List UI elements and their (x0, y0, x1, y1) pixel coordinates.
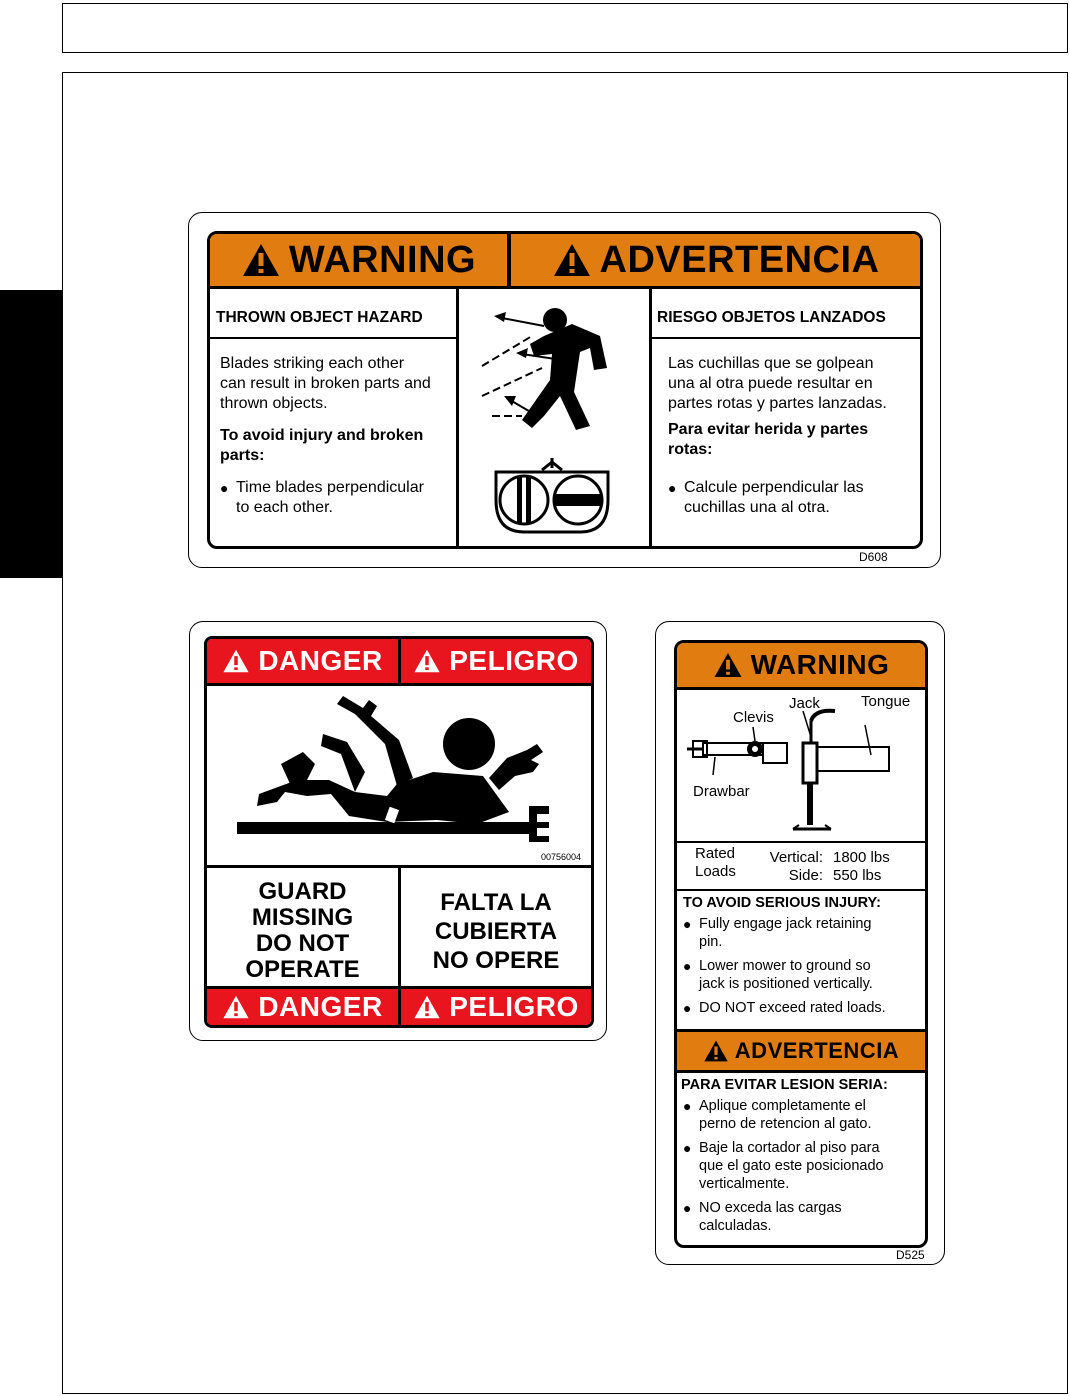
advertencia-label: ADVERTENCIA (599, 238, 880, 281)
bullet-icon: ● (220, 480, 229, 496)
text-line: GUARD (258, 878, 347, 905)
alert-triangle-icon (413, 994, 441, 1020)
advertencia-bottom-rule (677, 1070, 925, 1073)
text-line: Para evitar herida y partes (668, 421, 869, 438)
diagram-rule (677, 841, 925, 843)
label-jack: Jack (789, 695, 820, 712)
text-line: to each other. (236, 499, 333, 516)
en-avoid-heading (220, 426, 456, 466)
text-line: Time blades perpendicular (236, 479, 424, 496)
bullet-icon: ● (683, 1200, 692, 1216)
en-bullet (220, 478, 456, 518)
alert-triangle-icon (222, 648, 250, 674)
label-clevis: Clevis (733, 709, 774, 726)
alert-triangle-icon (703, 1039, 729, 1063)
text-line: FALTA LA (440, 889, 552, 916)
warning-label: WARNING (750, 649, 890, 680)
vertical-load-label: Vertical: (769, 849, 823, 866)
page-header-box (62, 3, 1068, 53)
rated-loads-label (695, 845, 736, 881)
decal-d525-inner (674, 640, 928, 1248)
text-line: OPERATE (245, 956, 360, 983)
danger-label: DANGER (258, 645, 383, 676)
text-line: Baje la cortador al piso para (699, 1140, 880, 1156)
decal-d608 (188, 212, 941, 568)
rated-rule (677, 889, 925, 891)
alert-triangle-icon (241, 242, 281, 278)
text-line: perno de retencion al gato. (699, 1116, 872, 1132)
alert-triangle-icon (552, 242, 592, 278)
warning-signal-word (210, 234, 507, 286)
text-line: DO NOT exceed rated loads. (699, 1000, 886, 1016)
vertical-load-value: 1800 lbs (833, 849, 890, 866)
guard-missing-en (207, 879, 398, 983)
es-hazard-body (668, 354, 920, 414)
peligro-signal-word (401, 639, 591, 683)
bullet-icon: ● (683, 1140, 692, 1156)
text-line: que el gato este posicionado (699, 1158, 884, 1174)
text-line: Las cuchillas que se golpean (668, 355, 874, 372)
en-instructions-list (683, 915, 923, 1017)
text-line: verticalmente. (699, 1176, 790, 1192)
text-line: Aplique completamente el (699, 1098, 866, 1114)
decal-d525 (655, 621, 945, 1265)
alert-triangle-icon (222, 994, 250, 1020)
decal-code: D608 (859, 550, 888, 564)
text-line: DO NOT (255, 930, 350, 957)
entanglement-figure (237, 694, 567, 859)
es-instructions-list (683, 1097, 923, 1235)
label-tongue: Tongue (861, 693, 911, 710)
header-rule (677, 687, 925, 690)
es-avoid-heading (668, 420, 920, 460)
text-line: To avoid injury and broken (220, 427, 424, 444)
list-item (683, 1199, 923, 1235)
es-hazard-heading: RIESGO OBJETOS LANZADOS (657, 309, 886, 326)
column-divider-left (456, 289, 459, 549)
text-line: jack is positioned vertically. (699, 976, 873, 992)
text-line: pin. (699, 934, 723, 950)
text-line: CUBIERTA (434, 918, 558, 945)
text-line: Blades striking each other (220, 355, 405, 372)
alert-triangle-icon (413, 648, 441, 674)
decal-code: D525 (896, 1248, 925, 1262)
section-side-tab (0, 290, 62, 578)
text-line: Fully engage jack retaining (699, 916, 872, 932)
text-line: rotas: (668, 441, 713, 458)
danger-signal-word (207, 639, 398, 683)
bullet-icon: ● (668, 480, 677, 496)
decal-guard-missing (189, 621, 607, 1041)
text-line: MISSING (251, 904, 354, 931)
text-line: Calcule perpendicular las (684, 479, 864, 496)
text-line: Loads (695, 863, 736, 880)
header-bottom-rule (210, 286, 920, 289)
en-hazard-body (220, 354, 456, 414)
en-instructions-heading: TO AVOID SERIOUS INJURY: (683, 895, 881, 911)
decal-guard-missing-inner (204, 636, 594, 1028)
es-instructions-heading: PARA EVITAR LESION SERIA: (681, 1077, 888, 1093)
list-item (683, 915, 923, 951)
text-line: NO OPERE (432, 947, 560, 974)
advertencia-label: ADVERTENCIA (734, 1038, 900, 1063)
en-heading-rule (210, 337, 456, 339)
peligro-label: PELIGRO (449, 991, 579, 1022)
bullet-icon: ● (683, 1098, 692, 1114)
bullet-icon: ● (683, 916, 692, 932)
es-bullet (668, 478, 920, 518)
text-line: partes rotas y partes lanzadas. (668, 395, 887, 412)
text-line: cuchillas una al otra. (684, 499, 830, 516)
jack-hitch-diagram (685, 701, 917, 841)
text-line: Rated (695, 845, 736, 862)
list-item (683, 1097, 923, 1133)
warning-label: WARNING (288, 238, 477, 281)
side-load-value: 550 lbs (833, 867, 882, 884)
list-item (683, 957, 923, 993)
label-drawbar: Drawbar (693, 783, 750, 800)
peligro-label: PELIGRO (449, 645, 579, 676)
list-item (683, 1139, 923, 1193)
text-line: calculadas. (699, 1218, 772, 1234)
text-line: NO exceda las cargas (699, 1200, 842, 1216)
text-line: Lower mower to ground so (699, 958, 871, 974)
danger-signal-word (207, 989, 398, 1025)
list-item (683, 999, 923, 1017)
alert-triangle-icon (713, 651, 743, 679)
bullet-icon: ● (683, 958, 692, 974)
es-heading-rule (652, 337, 920, 339)
picto-code: 00756004 (541, 852, 582, 862)
en-hazard-heading: THROWN OBJECT HAZARD (216, 309, 423, 326)
advertencia-bar (677, 1032, 925, 1070)
text-line: can result in broken parts and (220, 375, 431, 392)
column-divider-right (649, 289, 652, 549)
text-line: thrown objects. (220, 395, 328, 412)
decal-d608-inner (207, 231, 923, 549)
text-line: una al otra puede resultar en (668, 375, 873, 392)
danger-bar-rule (207, 683, 591, 686)
thrown-object-figure (472, 296, 642, 436)
danger-label: DANGER (258, 991, 383, 1022)
guard-missing-es (401, 888, 591, 975)
bullet-icon: ● (683, 1000, 692, 1016)
peligro-signal-word (401, 989, 591, 1025)
blade-orientation-icon (492, 456, 612, 536)
side-load-label: Side: (788, 867, 823, 884)
text-line: parts: (220, 447, 265, 464)
advertencia-signal-word (511, 234, 920, 286)
warning-header-bar (677, 643, 925, 687)
